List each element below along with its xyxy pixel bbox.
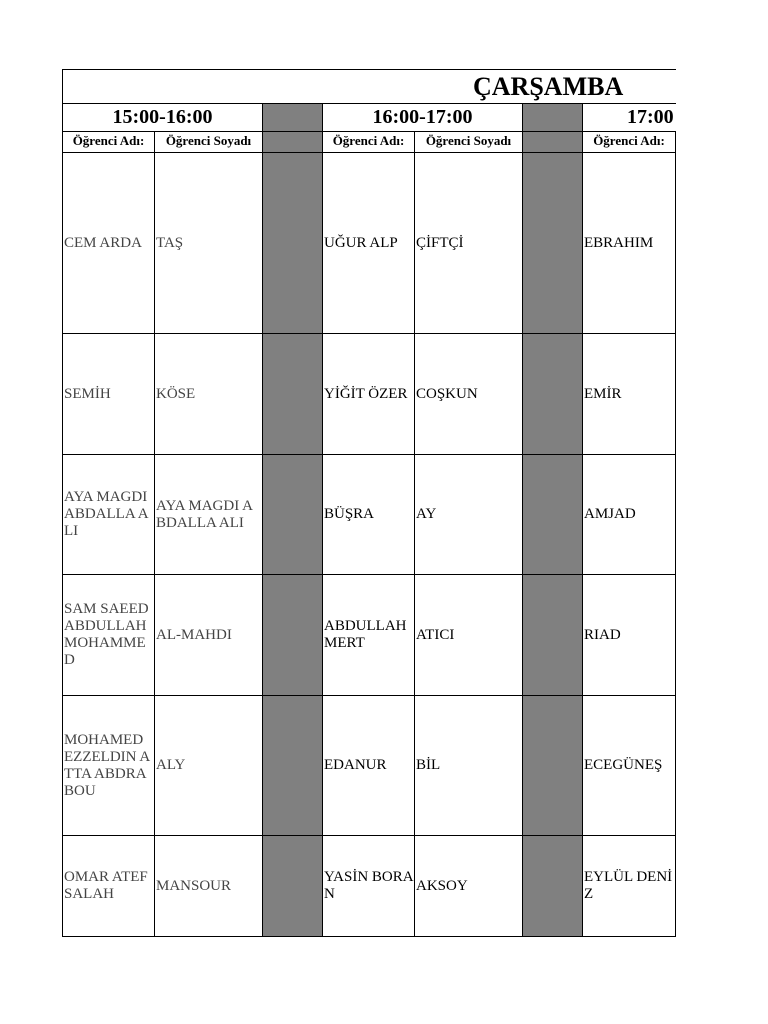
first-name-header: Öğrenci Adı:: [583, 132, 676, 153]
student-last-name: AL-MAHDI: [155, 575, 263, 696]
separator-column: [523, 104, 583, 132]
separator-column: [523, 455, 583, 575]
student-first-name: YASİN BORAN: [323, 836, 415, 937]
student-last-name: ÇİFTÇİ: [415, 153, 523, 334]
separator-column: [523, 334, 583, 455]
student-first-name: MOHAMED EZZELDIN ATTA ABDRABOU: [62, 696, 155, 836]
student-first-name: YİĞİT ÖZER: [323, 334, 415, 455]
student-first-name: AMJAD: [583, 455, 676, 575]
student-last-name: KÖSE: [155, 334, 263, 455]
schedule-sheet: [62, 69, 676, 937]
student-first-name: EMİR: [583, 334, 676, 455]
separator-column: [263, 334, 323, 455]
last-name-header: Öğrenci Soyadı: [415, 132, 523, 153]
separator-column: [263, 153, 323, 334]
student-first-name: CEM ARDA: [62, 153, 155, 334]
student-last-name: AY: [415, 455, 523, 575]
student-last-name: ALY: [155, 696, 263, 836]
student-last-name: AKSOY: [415, 836, 523, 937]
slot-time-3: 17:00: [583, 104, 676, 132]
student-first-name: SEMİH: [62, 334, 155, 455]
first-name-header: Öğrenci Adı:: [62, 132, 155, 153]
slot-time-1: 15:00-16:00: [62, 104, 263, 132]
separator-column: [523, 696, 583, 836]
student-last-name: COŞKUN: [415, 334, 523, 455]
student-first-name: RIAD: [583, 575, 676, 696]
student-first-name: BÜŞRA: [323, 455, 415, 575]
separator-column: [263, 696, 323, 836]
last-name-header: Öğrenci Soyadı: [155, 132, 263, 153]
student-first-name: ABDULLAH MERT: [323, 575, 415, 696]
student-last-name: MANSOUR: [155, 836, 263, 937]
day-title-row: [62, 69, 676, 104]
student-first-name: AYA MAGDI ABDALLA ALI: [62, 455, 155, 575]
separator-column: [263, 104, 323, 132]
separator-column: [263, 455, 323, 575]
student-first-name: SAM SAEED ABDULLAH MOHAMMED: [62, 575, 155, 696]
student-last-name: TAŞ: [155, 153, 263, 334]
student-first-name: EYLÜL DENİZ: [583, 836, 676, 937]
separator-column: [523, 153, 583, 334]
student-first-name: UĞUR ALP: [323, 153, 415, 334]
separator-column: [523, 575, 583, 696]
separator-column: [263, 132, 323, 153]
student-last-name: ATICI: [415, 575, 523, 696]
student-first-name: EBRAHIM: [583, 153, 676, 334]
separator-column: [523, 132, 583, 153]
first-name-header: Öğrenci Adı:: [323, 132, 415, 153]
student-first-name: ECEGÜNEŞ: [583, 696, 676, 836]
slot-time-2: 16:00-17:00: [323, 104, 523, 132]
day-title: ÇARŞAMBA: [473, 72, 624, 101]
separator-column: [523, 836, 583, 937]
student-last-name: BİL: [415, 696, 523, 836]
separator-column: [263, 836, 323, 937]
separator-column: [263, 575, 323, 696]
student-first-name: OMAR ATEF SALAH: [62, 836, 155, 937]
student-last-name: AYA MAGDI ABDALLA ALI: [155, 455, 263, 575]
student-first-name: EDANUR: [323, 696, 415, 836]
